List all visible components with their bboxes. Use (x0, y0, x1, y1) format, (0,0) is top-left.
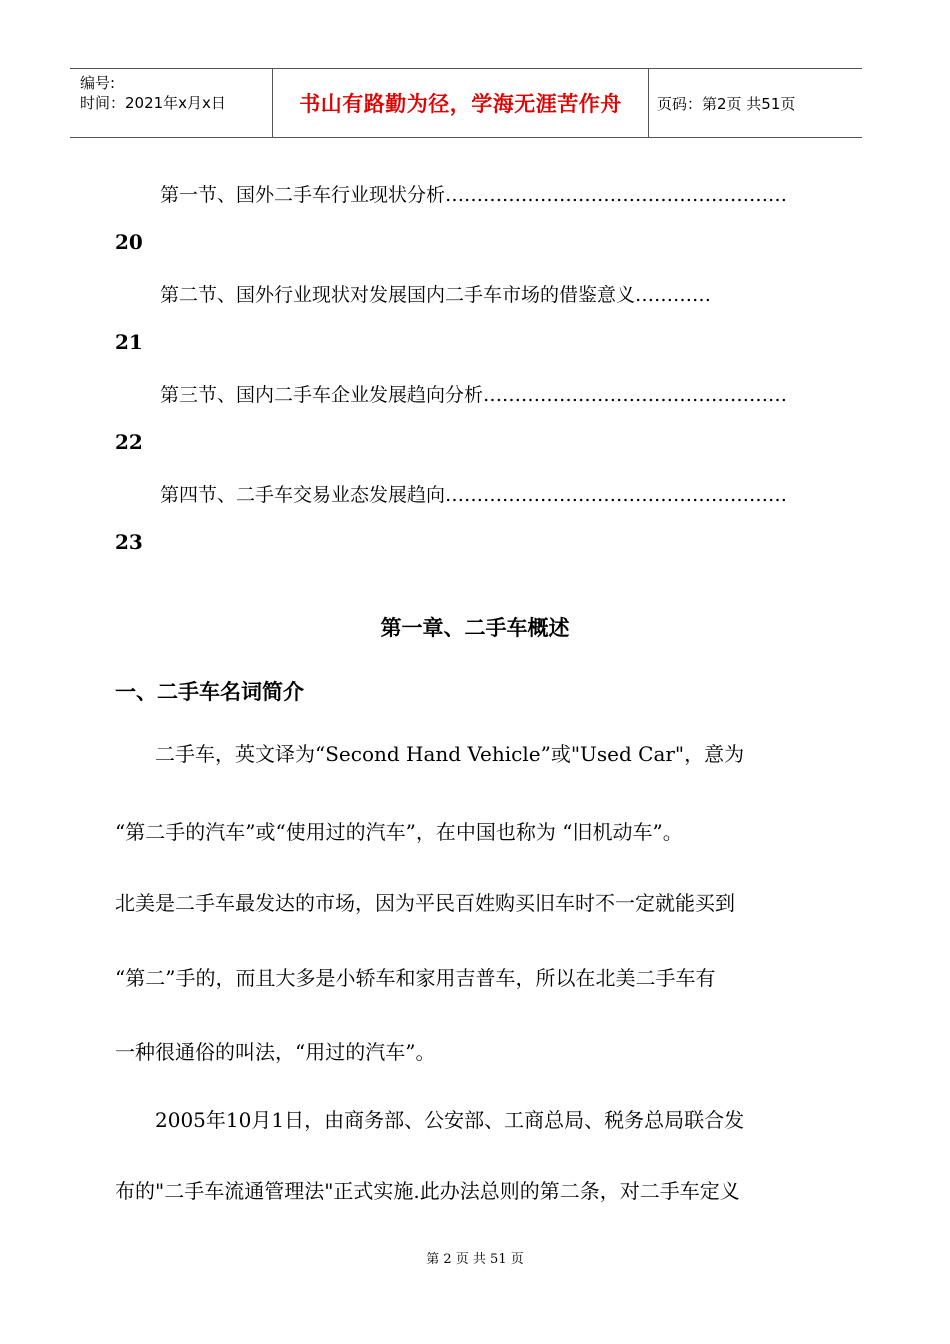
section-title: 一、二手车名词简介 (115, 680, 304, 704)
paragraph-line: 布的"二手车流通管理法"正式实施.此办法总则的第二条，对二手车定义 (115, 1179, 740, 1203)
paragraph-line: 二手车，英文译为“Second Hand Vehicle”或"Used Car"，意为 (115, 742, 745, 766)
header-meta (70, 69, 273, 137)
number-label: 编号: (80, 74, 116, 92)
toc-page-number: 22 (115, 430, 143, 454)
toc-entry: 第三节、国内二手车企业发展趋向分析………………………………………… (160, 384, 788, 406)
paragraph-line: 一种很通俗的叫法，“用过的汽车”。 (115, 1040, 436, 1064)
toc-page-number: 20 (115, 230, 143, 254)
page-footer: 第 2 页 共 51 页 (426, 1252, 524, 1267)
toc-entry: 第四节、二手车交易业态发展趋向……………………………………………… (160, 484, 788, 506)
header-page-info: 页码：第2页 共51页 (657, 94, 796, 113)
chapter-title: 第一章、二手车概述 (380, 616, 570, 640)
paragraph-line: 北美是二手车最发达的市场，因为平民百姓购买旧车时不一定就能买到 (115, 891, 735, 915)
paragraph-line: “第二手的汽车”或“使用过的汽车”，在中国也称为 “旧机动车”。 (115, 820, 683, 844)
paragraph-line: “第二”手的，而且大多是小轿车和家用吉普车，所以在北美二手车有 (115, 966, 716, 990)
toc-page-number: 23 (115, 530, 143, 554)
header-motto: 书山有路勤为径，学海无涯苦作舟 (273, 69, 649, 137)
page-header (70, 68, 862, 138)
paragraph-line: 2005年10月1日，由商务部、公安部、工商总局、税务总局联合发 (115, 1108, 745, 1132)
toc-entry: 第一节、国外二手车行业现状分析……………………………………………… (160, 184, 788, 206)
toc-entry: 第二节、国外行业现状对发展国内二手车市场的借鉴意义………… (160, 284, 712, 306)
time-label: 时间：2021年x月x日 (80, 94, 226, 112)
toc-page-number: 21 (115, 330, 143, 354)
